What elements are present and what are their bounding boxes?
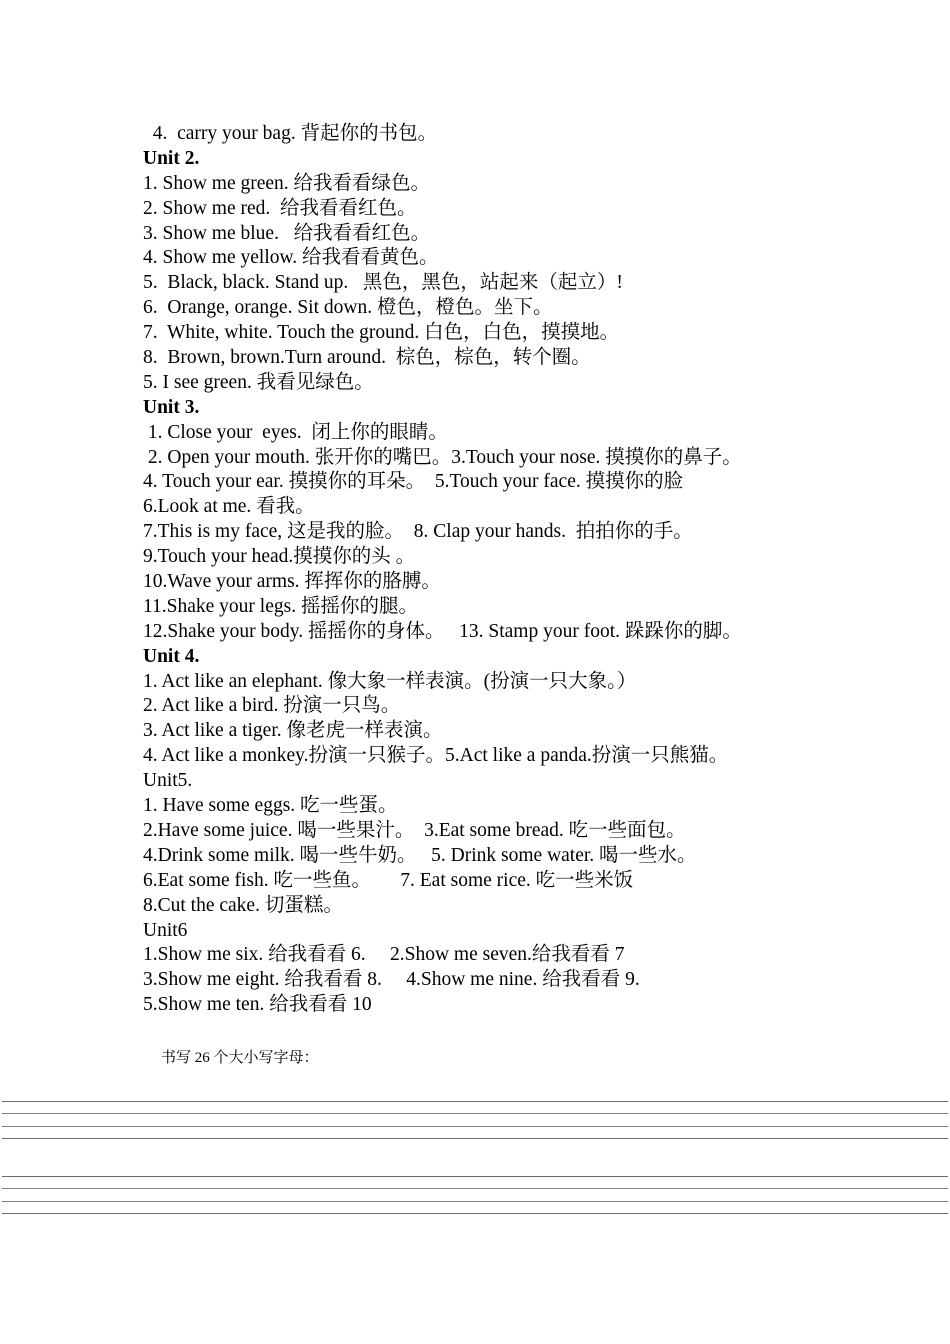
unit-heading: Unit 4. xyxy=(143,645,200,667)
text-line: 6.Look at me. 看我。 xyxy=(143,496,315,518)
text-line: 2. Open your mouth. 张开你的嘴巴。3.Touch your nose. 摸摸你的鼻子。 xyxy=(143,446,742,468)
writing-instruction: 书写 26 个大小写字母： xyxy=(161,1050,319,1066)
text-line: 2. Show me red. 给我看看红色。 xyxy=(143,197,417,219)
text-line: 12.Shake your body. 摇摇你的身体。 13. Stamp your foot. 跺跺你的脚。 xyxy=(143,620,742,642)
text-line: Unit5. xyxy=(143,770,193,792)
text-line: 4. carry your bag. 背起你的书包。 xyxy=(143,123,438,144)
writing-line xyxy=(2,1176,948,1177)
text-line: 11.Shake your legs. 摇摇你的腿。 xyxy=(143,595,418,617)
writing-line xyxy=(2,1101,948,1102)
text-line: 7.This is my face, 这是我的脸。 8. Clap your hands. 拍拍你的手。 xyxy=(143,521,693,543)
writing-line xyxy=(2,1138,948,1139)
text-line: 1. Close your eyes. 闭上你的眼睛。 xyxy=(143,421,448,443)
text-line: 3. Act like a tiger. 像老虎一样表演。 xyxy=(143,720,443,742)
text-line: 4.Drink some milk. 喝一些牛奶。 5. Drink some water. 喝一些水。 xyxy=(143,844,697,866)
unit-heading: Unit 2. xyxy=(143,147,200,169)
text-line: 6. Orange, orange. Sit down. 橙色，橙色。坐下。 xyxy=(143,297,553,319)
text-line: Unit6 xyxy=(143,919,188,941)
writing-line xyxy=(2,1213,948,1214)
writing-line xyxy=(2,1126,948,1127)
text-line: 5. Black, black. Stand up. 黑色，黑色，站起来（起立）! xyxy=(143,272,623,294)
text-line: 1. Have some eggs. 吃一些蛋。 xyxy=(143,795,398,817)
text-line: 3.Show me eight. 给我看看 8. 4.Show me nine. 给我看看 9. xyxy=(143,969,640,991)
text-line: 6.Eat some fish. 吃一些鱼。 7. Eat some rice. 吃一些米饭 xyxy=(143,869,634,891)
handwriting-lines-2 xyxy=(2,1176,948,1225)
text-line: 3. Show me blue. 给我看看红色。 xyxy=(143,222,431,244)
text-line: 1. Act like an elephant. 像大象一样表演。(扮演一只大象。） xyxy=(143,670,637,692)
text-line: 7. White, white. Touch the ground. 白色，白色，摸摸地。 xyxy=(143,322,620,344)
writing-line xyxy=(2,1113,948,1114)
writing-line xyxy=(2,1201,948,1202)
text-line: 5. I see green. 我看见绿色。 xyxy=(143,371,374,393)
handwriting-lines-1 xyxy=(2,1101,948,1150)
document-body xyxy=(143,122,833,1018)
text-line: 4. Act like a monkey.扮演一只猴子。5.Act like a panda.扮演一只熊猫。 xyxy=(143,745,729,767)
text-line: 9.Touch your head.摸摸你的头 。 xyxy=(143,546,416,568)
text-line: 5.Show me ten. 给我看看 10 xyxy=(143,994,372,1016)
unit-heading: Unit 3. xyxy=(143,396,200,418)
text-line: 4. Show me yellow. 给我看看黄色。 xyxy=(143,247,439,269)
text-line: 2. Act like a bird. 扮演一只鸟。 xyxy=(143,695,401,717)
text-line: 10.Wave your arms. 挥挥你的胳膊。 xyxy=(143,571,441,593)
text-line: 4. Touch your ear. 摸摸你的耳朵。 5.Touch your face. 摸摸你的脸 xyxy=(143,471,684,493)
text-line: 1.Show me six. 给我看看 6. 2.Show me seven.给我看看 7 xyxy=(143,944,625,966)
text-line: 2.Have some juice. 喝一些果汁。 3.Eat some bread. 吃一些面包。 xyxy=(143,819,686,841)
text-line: 1. Show me green. 给我看看绿色。 xyxy=(143,172,431,194)
text-line: 8. Brown, brown.Turn around. 棕色，棕色，转个圈。 xyxy=(143,347,591,369)
writing-line xyxy=(2,1188,948,1189)
text-line: 8.Cut the cake. 切蛋糕。 xyxy=(143,894,343,916)
